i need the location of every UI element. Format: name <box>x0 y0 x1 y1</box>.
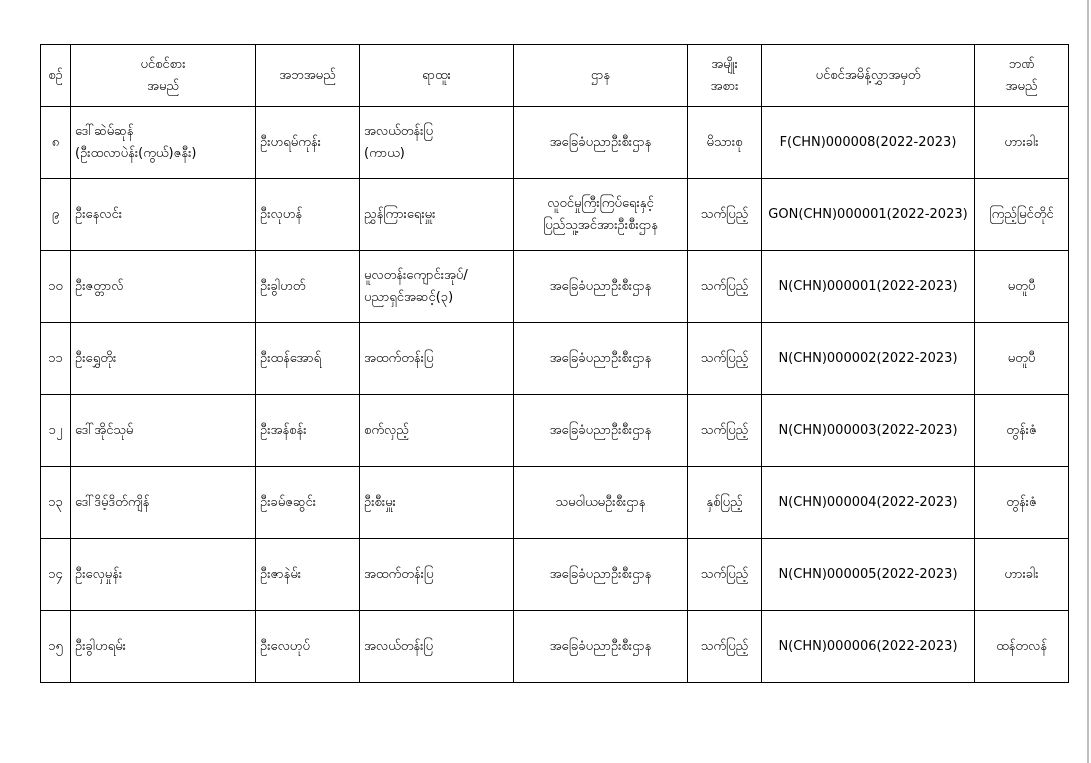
cell-no-text: ၁၂ <box>48 422 63 438</box>
cell-department <box>514 251 688 323</box>
cell-pensioner-name <box>71 611 256 683</box>
cell-type <box>688 179 762 251</box>
cell-bank-name <box>975 107 1069 179</box>
header-label: စဉ် <box>48 67 63 83</box>
cell-father-name <box>256 611 360 683</box>
cell-order-number <box>762 107 975 179</box>
cell-rank-text: အလယ်တန်းပြ <box>364 638 434 654</box>
cell-department <box>514 467 688 539</box>
cell-type-text: မိသားစု <box>706 134 743 150</box>
header-label: ပင်စင်စား <box>140 56 186 72</box>
cell-pensioner-name <box>71 107 256 179</box>
cell-no <box>41 539 71 611</box>
cell-pensioner-name-text: ဒေါ်ဆဲမ်ဆုန် <box>75 123 134 139</box>
cell-order-number <box>762 611 975 683</box>
cell-father-name-text: ဦးခမ်ဇဆွင်း <box>260 494 317 510</box>
header-label: ပင်စင်အမိန့်လွှာအမှတ် <box>815 67 921 83</box>
table-body <box>41 107 1069 683</box>
pension-table <box>40 44 1069 683</box>
cell-father-name <box>256 107 360 179</box>
cell-father-name <box>256 467 360 539</box>
cell-no-text: ၁၀ <box>48 278 63 294</box>
cell-bank-name-text: တွန်းဇံ <box>1006 422 1037 438</box>
cell-rank-text: မူလတန်းကျောင်းအုပ်/ <box>364 267 468 283</box>
table-row <box>41 467 1069 539</box>
table-row <box>41 323 1069 395</box>
table-row <box>41 179 1069 251</box>
cell-bank-name-text: ဟားခါး <box>1004 566 1039 582</box>
cell-department-text: သမဝါယမဦးစီးဌာန <box>555 494 646 510</box>
cell-department-text: အခြေခံပညာဦးစီးဌာန <box>549 638 652 654</box>
cell-department-text: အခြေခံပညာဦးစီးဌာန <box>549 350 652 366</box>
cell-rank-text: (ကာယ) <box>364 145 405 161</box>
cell-no-text: ၉ <box>51 206 60 222</box>
cell-pensioner-name <box>71 395 256 467</box>
cell-pensioner-name-text: ဦးခွါဟရမ်း <box>75 638 126 654</box>
cell-no <box>41 107 71 179</box>
cell-father-name <box>256 539 360 611</box>
cell-type-text: နှစ်ပြည့် <box>706 494 743 510</box>
cell-bank-name-text: မတူပီ <box>1007 350 1036 366</box>
header-label: အမည် <box>1005 78 1038 94</box>
table-row <box>41 107 1069 179</box>
cell-no <box>41 323 71 395</box>
cell-order-number <box>762 467 975 539</box>
cell-no <box>41 395 71 467</box>
header-row <box>41 45 1069 107</box>
cell-rank-text: ပညာရှင်အဆင့်(၃) <box>364 289 454 305</box>
cell-type <box>688 251 762 323</box>
cell-order-number-text: N(CHN)000001(2022-2023) <box>778 278 958 294</box>
header-label: ရာထူး <box>422 67 451 83</box>
cell-rank <box>360 251 514 323</box>
cell-father-name-text: ဦးခွါဟတ် <box>260 278 306 294</box>
cell-father-name <box>256 179 360 251</box>
cell-bank-name <box>975 611 1069 683</box>
header-label: အစား <box>710 78 739 94</box>
cell-pensioner-name <box>71 467 256 539</box>
header-col-father-name <box>256 45 360 107</box>
header-col-bank-name <box>975 45 1069 107</box>
cell-father-name-text: ဦးအန်စန်း <box>260 422 307 438</box>
cell-type-text: သက်ပြည့် <box>700 206 749 222</box>
cell-type-text: သက်ပြည့် <box>700 422 749 438</box>
cell-type-text: သက်ပြည့် <box>700 278 749 294</box>
cell-father-name-text: ဦးဇာနဲမ်း <box>260 566 302 582</box>
table-row <box>41 539 1069 611</box>
cell-no-text: ၁၄ <box>48 566 63 582</box>
cell-pensioner-name-text: ဦးလှေမှုန်း <box>75 566 123 582</box>
cell-department-text: အခြေခံပညာဦးစီးဌာန <box>549 278 652 294</box>
cell-no <box>41 611 71 683</box>
cell-order-number-text: N(CHN)000003(2022-2023) <box>778 422 958 438</box>
cell-department-text: အခြေခံပညာဦးစီးဌာန <box>549 134 652 150</box>
cell-rank-text: အလယ်တန်းပြ <box>364 123 434 139</box>
table-row <box>41 251 1069 323</box>
header-label: အဘအမည် <box>279 67 336 83</box>
cell-father-name-text: ဦးလေဟုပ် <box>260 638 310 654</box>
cell-type-text: သက်ပြည့် <box>700 350 749 366</box>
page-edge-rule <box>1087 0 1089 763</box>
cell-pensioner-name-text: ဦးနေလင်း <box>75 206 122 222</box>
cell-pensioner-name-text: ဦးရွှေတိုး <box>75 350 117 366</box>
cell-no <box>41 251 71 323</box>
cell-bank-name-text: မတူပီ <box>1007 278 1036 294</box>
cell-bank-name-text: ဟားခါး <box>1004 134 1039 150</box>
cell-department-text: လူဝင်မှုကြီးကြပ်ရေးနှင့် <box>547 195 654 211</box>
cell-rank <box>360 467 514 539</box>
cell-rank-text: ဦးစီးမှူး <box>364 494 396 510</box>
cell-rank <box>360 539 514 611</box>
cell-type <box>688 323 762 395</box>
cell-department <box>514 539 688 611</box>
table-row <box>41 395 1069 467</box>
cell-rank <box>360 107 514 179</box>
header-col-no <box>41 45 71 107</box>
cell-father-name-text: ဦးဟရမ်ကုန်း <box>260 134 321 150</box>
cell-rank-text: အထက်တန်းပြ <box>364 566 434 582</box>
cell-rank <box>360 323 514 395</box>
cell-order-number <box>762 179 975 251</box>
cell-bank-name <box>975 539 1069 611</box>
cell-bank-name-text: ကြည့်မြင်တိုင် <box>989 206 1054 222</box>
cell-pensioner-name-text: ဦးဇတ္တာလ် <box>75 278 124 294</box>
cell-type-text: သက်ပြည့် <box>700 566 749 582</box>
cell-no-text: ၁၃ <box>48 494 63 510</box>
header-col-type <box>688 45 762 107</box>
cell-bank-name-text: တွန်းဇံ <box>1006 494 1037 510</box>
cell-father-name-text: ဦးထန်အောရ် <box>260 350 322 366</box>
cell-pensioner-name-text: (ဦးထလာပဲန်း(ကွယ်)ဇနီး) <box>75 145 197 161</box>
cell-order-number-text: N(CHN)000004(2022-2023) <box>778 494 958 510</box>
cell-type <box>688 107 762 179</box>
cell-bank-name <box>975 395 1069 467</box>
cell-father-name <box>256 395 360 467</box>
cell-rank-text: စက်လှည့် <box>364 422 409 438</box>
cell-rank-text: ညွှန်ကြားရေးမှူး <box>364 206 436 222</box>
cell-no-text: ၁၁ <box>48 350 63 366</box>
cell-rank-text: အထက်တန်းပြ <box>364 350 434 366</box>
header-label: အမည် <box>147 78 179 94</box>
cell-bank-name <box>975 467 1069 539</box>
cell-bank-name <box>975 251 1069 323</box>
cell-rank <box>360 611 514 683</box>
cell-pensioner-name <box>71 323 256 395</box>
header-col-order-number <box>762 45 975 107</box>
cell-bank-name-text: ထန်တလန် <box>996 638 1047 654</box>
cell-department-text: အခြေခံပညာဦးစီးဌာန <box>549 566 652 582</box>
cell-order-number-text: GON(CHN)000001(2022-2023) <box>768 206 968 222</box>
header-col-department <box>514 45 688 107</box>
header-label: ဌာန <box>590 67 611 83</box>
cell-order-number <box>762 539 975 611</box>
cell-bank-name <box>975 323 1069 395</box>
cell-pensioner-name-text: ဒေါ်အိုင်သုမ် <box>75 422 134 438</box>
cell-order-number-text: F(CHN)000008(2022-2023) <box>779 134 957 150</box>
cell-type <box>688 395 762 467</box>
cell-order-number <box>762 395 975 467</box>
cell-no <box>41 179 71 251</box>
cell-type-text: သက်ပြည့် <box>700 638 749 654</box>
cell-department <box>514 395 688 467</box>
cell-pensioner-name <box>71 179 256 251</box>
cell-type <box>688 539 762 611</box>
cell-type <box>688 467 762 539</box>
cell-order-number-text: N(CHN)000005(2022-2023) <box>778 566 958 582</box>
cell-no-text: ၁၅ <box>48 638 63 654</box>
cell-order-number <box>762 323 975 395</box>
cell-rank <box>360 395 514 467</box>
cell-department-text: ပြည်သူ့အင်အားဦးစီးဌာန <box>543 217 658 233</box>
header-label: ဘဏ် <box>1008 56 1035 72</box>
header-label: အမျိုး <box>711 56 738 72</box>
table-row <box>41 611 1069 683</box>
cell-pensioner-name <box>71 251 256 323</box>
cell-pensioner-name <box>71 539 256 611</box>
cell-order-number <box>762 251 975 323</box>
cell-department-text: အခြေခံပညာဦးစီးဌာန <box>549 422 652 438</box>
cell-department <box>514 323 688 395</box>
cell-department <box>514 179 688 251</box>
cell-father-name-text: ဦးလုဟန် <box>260 206 303 222</box>
header-col-rank <box>360 45 514 107</box>
cell-no <box>41 467 71 539</box>
cell-order-number-text: N(CHN)000006(2022-2023) <box>778 638 958 654</box>
cell-department <box>514 107 688 179</box>
cell-order-number-text: N(CHN)000002(2022-2023) <box>778 350 958 366</box>
cell-bank-name <box>975 179 1069 251</box>
cell-no-text: ၈ <box>51 134 60 150</box>
cell-rank <box>360 179 514 251</box>
cell-father-name <box>256 323 360 395</box>
cell-father-name <box>256 251 360 323</box>
cell-pensioner-name-text: ဒေါ်ဒိမ့်ဒိတ်ကျိန် <box>75 494 150 510</box>
cell-department <box>514 611 688 683</box>
header-col-pensioner-name <box>71 45 256 107</box>
cell-type <box>688 611 762 683</box>
